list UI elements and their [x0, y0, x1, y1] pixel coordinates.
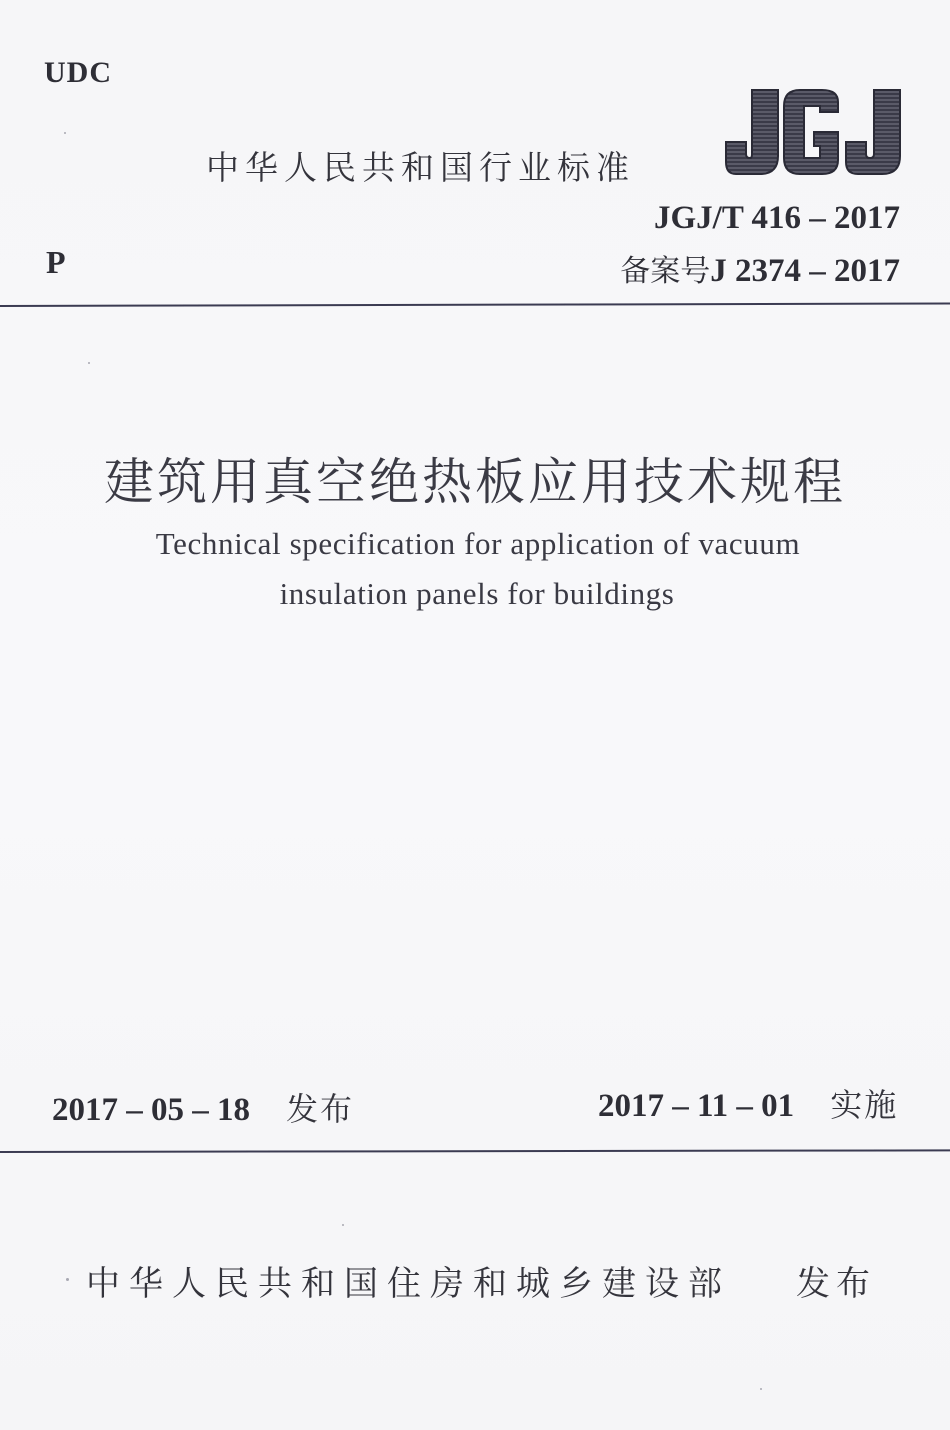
issue-date: 2017 – 05 – 18 [52, 1092, 250, 1128]
paper-speck [760, 1388, 762, 1390]
issue-date-block [52, 1084, 354, 1130]
title-chinese: 建筑用真空绝热板应用技术规程 [104, 453, 846, 511]
category-letter: P [46, 244, 66, 280]
effective-date-block [598, 1080, 898, 1126]
paper-speck [342, 1224, 344, 1226]
record-prefix: 备案号 [620, 254, 711, 289]
paper-speck [66, 1278, 69, 1281]
effective-label: 实施 [830, 1086, 899, 1124]
industry-standard-heading: 中华人民共和国行业标准 [206, 148, 635, 187]
record-number: J 2374 – 2017 [710, 253, 900, 289]
top-divider [0, 303, 950, 307]
paper-speck [88, 362, 90, 364]
title-english-line-1: Technical specification for application of vacuum [155, 526, 801, 561]
publisher-name: 中华人民共和国住房和城乡建设部 [86, 1264, 731, 1304]
issue-label: 发布 [286, 1090, 355, 1128]
jgj-logo [722, 82, 904, 182]
standard-code: JGJ/T 416 – 2017 [653, 200, 900, 236]
record-number-line [620, 246, 900, 290]
title-english-line-2: insulation panels for buildings [279, 576, 675, 611]
effective-date: 2017 – 11 – 01 [598, 1088, 795, 1124]
paper-speck [64, 132, 66, 134]
bottom-divider [0, 1149, 950, 1153]
udc-label: UDC [44, 56, 112, 89]
publish-label: 发布 [796, 1264, 876, 1304]
